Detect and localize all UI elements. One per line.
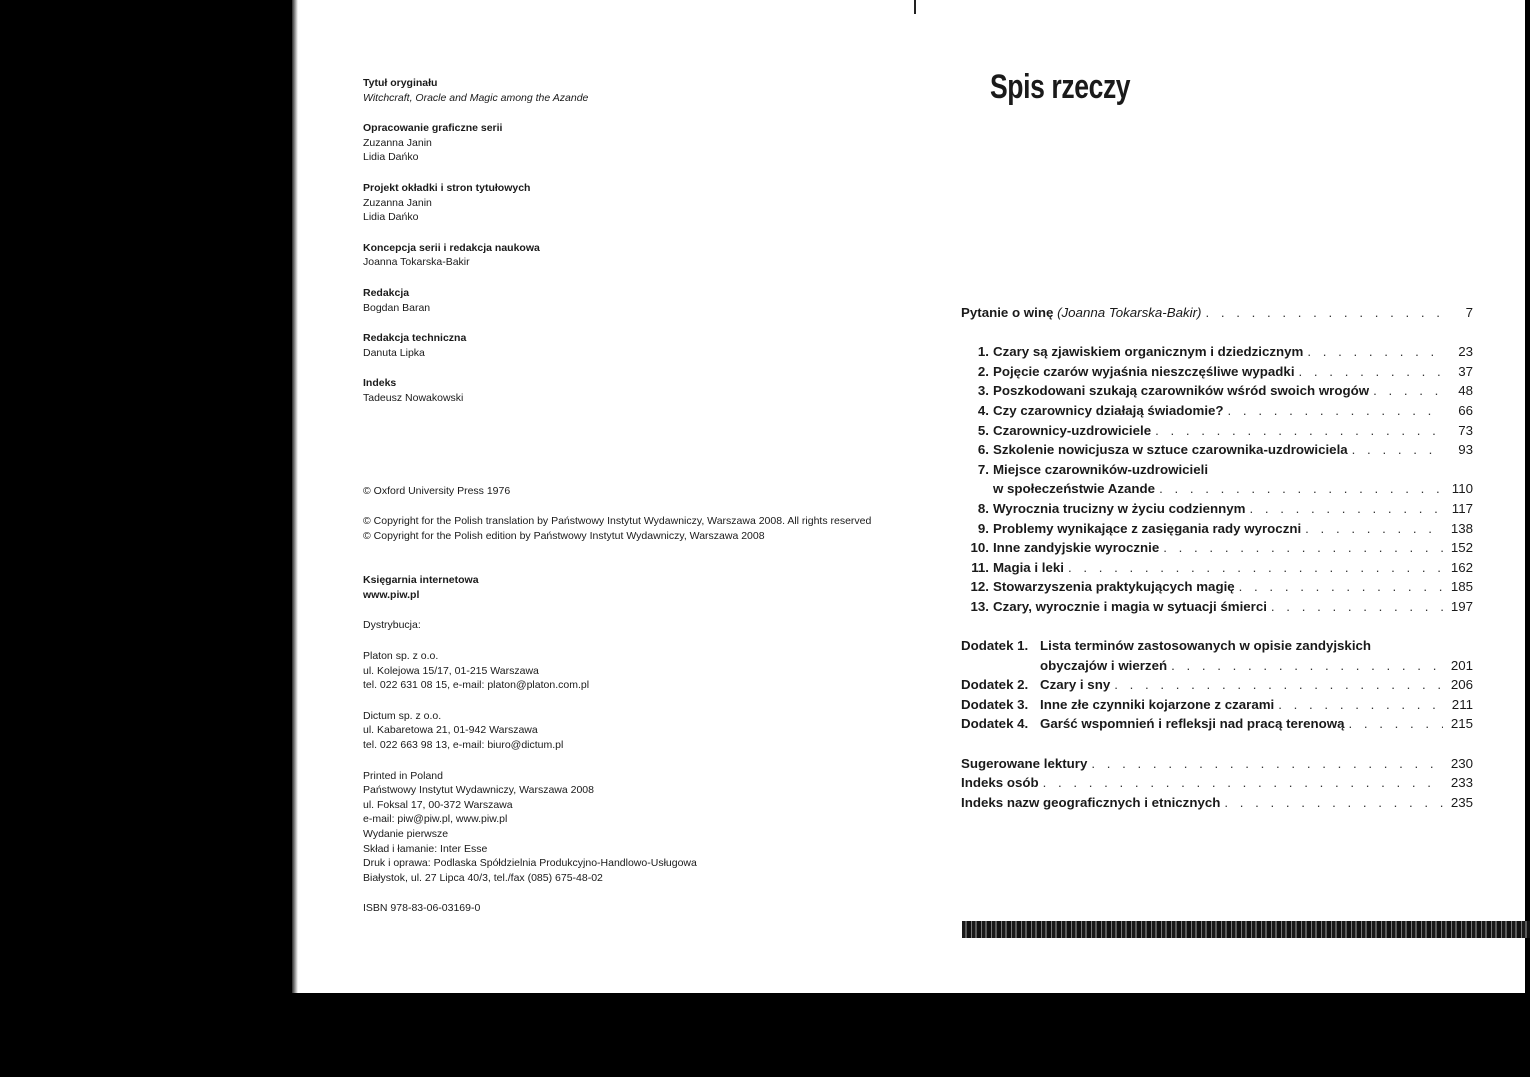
appendix-label: Dodatek 4.	[961, 716, 1029, 732]
chapter-number: 5.	[977, 422, 989, 438]
tech-editor-name: Danuta Lipka	[363, 346, 425, 359]
series-designer: Lidia Dańko	[363, 151, 419, 164]
index-block	[363, 376, 903, 405]
printed-line: e-mail: piw@piw.pl, www.piw.pl	[363, 813, 508, 826]
appendix-title: Inne złe czynniki kojarzone z czarami	[1040, 696, 1275, 712]
printed-line: Printed in Poland	[363, 769, 443, 782]
leader-dots	[1271, 597, 1443, 617]
chapter-title: Stowarzyszenia praktykujących magię	[992, 579, 1235, 595]
chapter-number: 2.	[977, 363, 989, 379]
chapter-title: Szkolenie nowicjusza w sztuce czarownika-uzdrowiciela	[992, 442, 1348, 458]
appendix-title: Garść wspomnień i refleksji nad pracą terenową	[1040, 716, 1345, 732]
chapter-title: Czary, wyrocznie i magia w sytuacji śmierci	[992, 598, 1267, 614]
toc-page-number: 162	[1450, 559, 1473, 575]
appendix-title: Czary i sny	[1040, 677, 1111, 693]
toc-page-number: 138	[1450, 520, 1473, 536]
printed-block	[363, 769, 903, 886]
index-heading: Indeks	[363, 377, 397, 390]
platon-block	[363, 649, 903, 693]
toc-page-number: 197	[1450, 598, 1473, 614]
leader-dots	[1043, 773, 1443, 793]
leader-dots	[1155, 421, 1443, 441]
toc-chapter-row	[961, 362, 1473, 382]
toc-chapter-row-continued	[961, 479, 1473, 499]
leader-dots	[1228, 401, 1443, 421]
leader-dots	[1068, 558, 1443, 578]
tech-editor-heading: Redakcja techniczna	[363, 332, 467, 345]
leader-dots	[1299, 362, 1443, 382]
back-matter-title: Indeks nazw geograficznych i etnicznych	[961, 794, 1221, 810]
printed-line: ul. Foksal 17, 00-372 Warszawa	[363, 798, 513, 811]
leader-dots	[1159, 479, 1443, 499]
concept-name: Joanna Tokarska-Bakir	[363, 256, 470, 269]
toc-page-number: 211	[1451, 696, 1473, 712]
appendix-title: Lista terminów zastosowanych w opisie zandyjskich	[1040, 638, 1372, 654]
chapter-title: Inne zandyjskie wyrocznie	[992, 540, 1160, 556]
imprint-page	[363, 76, 903, 916]
toc-back-matter	[961, 754, 1473, 813]
toc-chapter-row	[961, 440, 1473, 460]
platon-line: ul. Kolejowa 15/17, 01-215 Warszawa	[363, 664, 539, 677]
platon-line: Platon sp. z o.o.	[363, 650, 439, 663]
toc-chapter-row	[961, 499, 1473, 519]
toc-chapter-row	[961, 577, 1473, 597]
toc-chapter-row	[961, 421, 1473, 441]
toc-page-number: 235	[1450, 794, 1473, 810]
leader-dots	[1114, 675, 1443, 695]
leader-dots	[1348, 714, 1443, 734]
toc-chapter-row	[961, 460, 1473, 480]
dictum-block	[363, 709, 903, 753]
toc-page-number: 152	[1450, 540, 1473, 556]
chapter-title: Miejsce czarowników-uzdrowicieli	[992, 461, 1209, 477]
toc-appendix-row-continued	[961, 656, 1473, 676]
toc-chapter-row	[961, 558, 1473, 578]
printed-line: Wydanie pierwsze	[363, 828, 449, 840]
printed-line: Państwowy Instytut Wydawniczy, Warszawa 2008	[363, 784, 594, 797]
bookstore-url: www.piw.pl	[363, 588, 420, 601]
scan-border-right	[1525, 0, 1530, 993]
toc-page-number: 230	[1450, 755, 1473, 771]
toc-page-number: 110	[1451, 481, 1473, 497]
leader-dots	[1305, 519, 1443, 539]
cover-design-block	[363, 181, 903, 225]
printed-line: Druk i oprawa: Podlaska Spółdzielnia Produkcyjno-Handlowo-Usługowa	[363, 857, 697, 870]
toc-appendices	[961, 636, 1473, 734]
toc-back-row	[961, 754, 1473, 774]
dictum-line: ul. Kabaretowa 21, 01-942 Warszawa	[363, 724, 538, 737]
toc-appendix-row	[961, 695, 1473, 715]
toc-page-number: 93	[1458, 442, 1473, 458]
chapter-number: 12.	[970, 579, 989, 595]
table-of-contents	[961, 303, 1473, 812]
chapter-title: Czy czarownicy działają świadomie?	[992, 402, 1224, 418]
toc-page-number: 206	[1450, 677, 1473, 693]
toc-chapter-row	[961, 342, 1473, 362]
editor-block	[363, 286, 903, 315]
chapter-number: 4.	[977, 402, 989, 418]
leader-dots	[1239, 577, 1443, 597]
appendix-label: Dodatek 2.	[961, 677, 1029, 693]
concept-heading: Koncepcja serii i redakcja naukowa	[363, 241, 540, 254]
chapter-title: Wyrocznia trucizny w życiu codziennym	[992, 500, 1246, 516]
series-designer: Zuzanna Janin	[363, 136, 432, 149]
toc-back-row	[961, 773, 1473, 793]
toc-chapter-row	[961, 401, 1473, 421]
bookstore-block	[363, 573, 903, 602]
toc-chapter-row	[961, 381, 1473, 401]
index-name: Tadeusz Nowakowski	[363, 391, 464, 404]
toc-appendix-row	[961, 714, 1473, 734]
printed-line: Skład i łamanie: Inter Esse	[363, 842, 488, 855]
toc-back-row	[961, 793, 1473, 813]
chapter-title: Poszkodowani szukają czarowników wśród swoich wrogów	[992, 383, 1370, 399]
appendix-label: Dodatek 1.	[961, 638, 1029, 654]
scan-artifact-bar	[962, 921, 1530, 938]
toc-page-number: 37	[1458, 363, 1473, 379]
toc-page-number: 201	[1450, 657, 1473, 673]
chapter-number: 9.	[977, 520, 989, 536]
leader-dots	[1163, 538, 1443, 558]
toc-page-number: 7	[1465, 305, 1473, 320]
copyright-edition: © Copyright for the Polish edition by Państwowy Instytut Wydawniczy, Warszawa 2008	[363, 529, 765, 542]
concept-block	[363, 241, 903, 270]
chapter-number: 6.	[977, 442, 989, 458]
page-gutter-shadow	[292, 0, 298, 993]
leader-dots	[1307, 342, 1443, 362]
appendix-label: Dodatek 3.	[961, 696, 1029, 712]
chapter-title-continued: w społeczeństwie Azande	[992, 481, 1156, 497]
chapter-number: 1.	[977, 344, 989, 360]
copyright-block	[363, 514, 903, 543]
toc-appendix-row	[961, 636, 1473, 656]
tech-editor-block	[363, 331, 903, 360]
chapter-number: 13.	[970, 598, 989, 614]
distribution-label: Dystrybucja:	[363, 619, 421, 632]
chapter-number: 7.	[977, 461, 989, 477]
isbn: ISBN 978-83-06-03169-0	[363, 902, 481, 915]
leader-dots	[1373, 381, 1443, 401]
back-matter-title: Indeks osób	[961, 775, 1039, 791]
chapter-number: 11.	[971, 559, 989, 575]
toc-page-number: 185	[1450, 579, 1473, 595]
chapter-title: Pojęcie czarów wyjaśnia nieszczęśliwe wypadki	[992, 363, 1295, 379]
toc-chapter-row	[961, 538, 1473, 558]
toc-entry-title: Pytanie o winę (Joanna Tokarska-Bakir)	[961, 305, 1202, 320]
series-design-block	[363, 121, 903, 165]
toc-entry-author: (Joanna Tokarska-Bakir)	[1057, 305, 1202, 320]
cover-designer: Lidia Dańko	[363, 211, 419, 224]
copyright-translation: © Copyright for the Polish translation by Państwowy Instytut Wydawniczy, Warszawa 2008. All rights reserved	[363, 515, 872, 528]
leader-dots	[1249, 499, 1443, 519]
leader-dots	[1171, 656, 1443, 676]
leader-dots	[1091, 754, 1443, 774]
toc-entry-intro	[961, 303, 1473, 323]
chapter-title: Magia i leki	[992, 559, 1064, 575]
scan-mark	[914, 0, 916, 14]
toc-page-number: 233	[1450, 775, 1473, 791]
toc-page-number: 48	[1458, 383, 1473, 399]
chapter-number: 10.	[970, 540, 989, 556]
dictum-line: tel. 022 663 98 13, e-mail: biuro@dictum.pl	[363, 739, 564, 752]
editor-name: Bogdan Baran	[363, 301, 431, 314]
original-title: Witchcraft, Oracle and Magic among the Azande	[363, 91, 589, 104]
scan-border-left	[0, 0, 292, 1077]
toc-page-number: 66	[1458, 402, 1473, 418]
toc-chapter-row	[961, 519, 1473, 539]
toc-page-number: 73	[1458, 422, 1473, 438]
cover-designer: Zuzanna Janin	[363, 196, 432, 209]
platon-line: tel. 022 631 08 15, e-mail: platon@platon.com.pl	[363, 679, 590, 692]
chapter-number: 8.	[977, 500, 989, 516]
scan-border-bottom	[292, 993, 1530, 1077]
leader-dots	[1205, 303, 1443, 323]
series-design-heading: Opracowanie graficzne serii	[363, 122, 503, 135]
toc-appendix-row	[961, 675, 1473, 695]
chapter-title: Czarownicy-uzdrowiciele	[992, 422, 1152, 438]
toc-page-number: 23	[1458, 344, 1473, 360]
leader-dots	[1352, 440, 1443, 460]
printed-line: Białystok, ul. 27 Lipca 40/3, tel./fax (085) 675-48-02	[363, 871, 603, 884]
editor-heading: Redakcja	[363, 286, 410, 299]
toc-page-number: 215	[1450, 716, 1473, 732]
dictum-line: Dictum sp. z o.o.	[363, 709, 442, 722]
cover-design-heading: Projekt okładki i stron tytułowych	[363, 181, 531, 194]
back-matter-title: Sugerowane lektury	[961, 755, 1088, 771]
toc-page-number: 117	[1451, 500, 1473, 516]
original-title-heading: Tytuł oryginału	[363, 77, 438, 89]
toc-chapter-row	[961, 597, 1473, 617]
appendix-title-continued: obyczajów i wierzeń	[1040, 657, 1168, 673]
bookstore-heading: Księgarnia internetowa	[363, 574, 479, 587]
leader-dots	[1278, 695, 1443, 715]
toc-chapters	[961, 342, 1473, 616]
original-title-block	[363, 76, 903, 105]
chapter-title: Czary są zjawiskiem organicznym i dziedzicznym	[992, 344, 1304, 360]
chapter-title: Problemy wynikające z zasięgania rady wyroczni	[992, 520, 1302, 536]
chapter-number: 3.	[977, 383, 989, 399]
copyright-oup: © Oxford University Press 1976	[363, 484, 511, 497]
toc-title: Spis rzeczy	[990, 68, 1131, 106]
leader-dots	[1224, 793, 1443, 813]
